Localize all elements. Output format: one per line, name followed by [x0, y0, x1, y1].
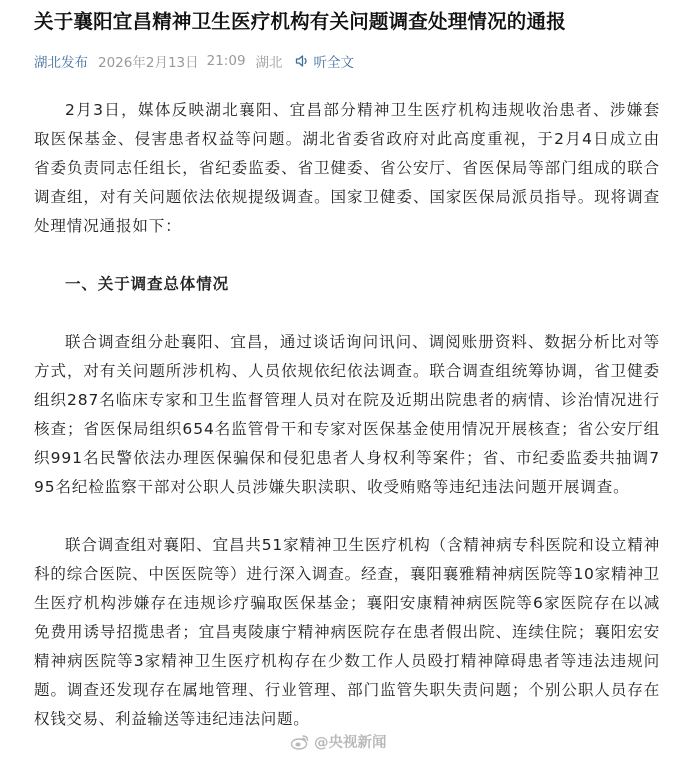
paragraph-investigation: 联合调查组分赴襄阳、宜昌，通过谈话询问讯问、调阅账册资料、数据分析比对等方式，对有关问题所涉机构、人员依规依纪依法调查。联合调查组统筹协调，省卫健委组织287名临床专家和卫生监督管理人员对在院及近期出院患者的病情、诊治情况进行核查；省医保局组织654名监管骨干和专家对医保基金使用情况开展核查；省公安厅组织991名民警依法办理医保骗保和侵犯患者人身权利等案件；省、市纪委监委共抽调795名纪检监察干部对公职人员涉嫌失职渎职、收受贿赂等违纪违法问题开展调查。 — [34, 333, 660, 496]
article-body — [34, 96, 660, 734]
publish-date: 2026年2月13日 — [98, 55, 199, 71]
watermark-text: @央视新闻 — [314, 735, 387, 751]
paragraph-intro: 2月3日，媒体反映湖北襄阳、宜昌部分精神卫生医疗机构违规收治患者、涉嫌套取医保基金、侵害患者权益等问题。湖北省委省政府对此高度重视，于2月4日成立由省委负责同志任组长，省纪委监委、省卫健委、省公安厅、省医保局等部门组成的联合调查组，对有关问题依法依规提级调查。国家卫健委、国家医保局派员指导。现将调查处理情况通报如下： — [34, 101, 660, 235]
article-title: 关于襄阳宜昌精神卫生医疗机构有关问题调查处理情况的通报 — [34, 10, 566, 33]
section-heading: 一、关于调查总体情况 — [65, 275, 230, 293]
listen-button[interactable] — [295, 51, 355, 71]
article-meta — [34, 50, 660, 72]
publish-time: 21:09 — [206, 53, 246, 69]
watermark — [290, 731, 387, 752]
paragraph-findings: 联合调查组对襄阳、宜昌共51家精神卫生医疗机构（含精神病专科医院和设立精神科的综合医院、中医医院等）进行深入调查。经查，襄阳襄雅精神病医院等10家精神卫生医疗机构涉嫌存在违规诊疗骗取医保基金；襄阳安康精神病医院等6家医院存在以减免费用诱导招揽患者；宜昌夷陵康宁精神病医院存在患者假出院、连续住院；襄阳宏安精神病医院等3家精神卫生医疗机构存在少数工作人员殴打精神障碍患者等违法违规问题。调查还发现存在属地管理、行业管理、部门监管失职失责问题；个别公职人员存在权钱交易、利益输送等违纪违法问题。 — [34, 536, 660, 728]
region-label: 湖北 — [255, 55, 283, 71]
source-link[interactable]: 湖北发布 — [34, 55, 88, 71]
listen-label[interactable]: 听全文 — [313, 55, 355, 71]
weibo-logo-icon — [290, 734, 310, 750]
speaker-icon — [295, 54, 310, 68]
